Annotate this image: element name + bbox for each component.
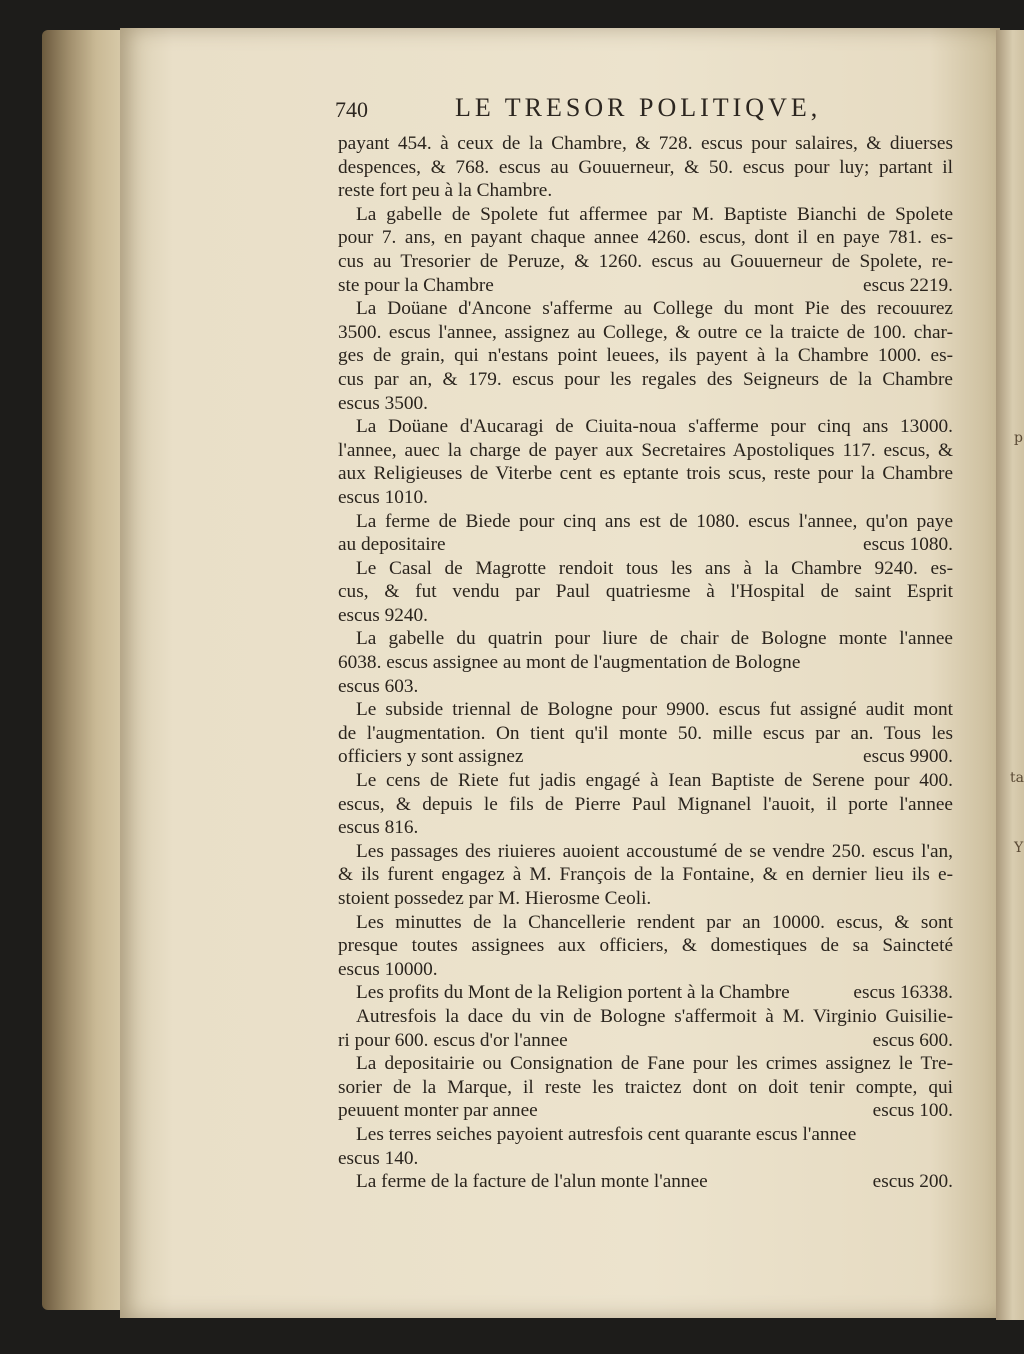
text-line [338,1099,953,1123]
line-text: escus 140. [338,1147,419,1169]
text-line [338,580,953,604]
text-line [338,415,953,439]
line-text: Autresfois la dace du vin de Bologne s'affermoit à M. Virginio Guisilie- [356,1005,953,1027]
text-line [338,698,953,722]
line-text: peuuent monter par annee [338,1100,538,1122]
text-line [338,604,953,628]
line-text: escus, & depuis le fils de Pierre Paul Mignanel l'auoit, il porte l'annee [338,793,953,815]
text-line [338,769,953,793]
line-text: La ferme de Biede pour cinq ans est de 1080. escus l'annee, qu'on paye [356,510,953,532]
text-line [338,887,953,911]
text-line [338,627,953,651]
line-text: de l'augmentation. On tient qu'il monte 50. mille escus par an. Tous les [338,722,953,744]
line-text: reste fort peu à la Chambre. [338,180,553,202]
text-line [338,510,953,534]
line-text: La ferme de la facture de l'alun monte l'annee [356,1171,708,1193]
facing-page-glyph: p [1014,430,1023,446]
line-text: l'annee, auec la charge de payer aux Secretaires Apostoliques 117. escus, & [338,439,953,461]
line-text: payant 454. à ceux de la Chambre, & 728. escus pour salaires, & diuerses [338,133,953,154]
line-text: sorier de la Marque, il reste les traictez dont on doit tenir compte, qui [338,1076,953,1098]
line-text: pour 7. ans, en payant chaque annee 4260. escus, dont il en paye 781. es- [338,227,953,249]
facing-page-edge [996,30,1024,1320]
line-text: au depositaire [338,534,446,556]
line-text: La depositairie ou Consignation de Fane pour les crimes assignez le Tre- [356,1053,953,1075]
book-fore-edge [42,30,132,1310]
line-text: aux Religieuses de Viterbe cent es eptante trois scus, reste pour la Chambre [338,463,953,485]
text-line [338,722,953,746]
line-text: & ils furent engagez à M. François de la Fontaine, & en dernier lieu ils e- [338,864,953,886]
text-line [338,958,953,982]
line-text: ri pour 600. escus d'or l'annee [338,1029,568,1051]
text-line [338,816,953,840]
line-text: La Doüane d'Aucaragi de Ciuita-noua s'afferme pour cinq ans 13000. [356,416,953,438]
text-line [338,179,953,203]
line-text: Les passages des riuieres auoient accoustumé de se vendre 250. escus l'an, [356,840,953,862]
line-text: cus, & fut vendu par Paul quatriesme à l'Hospital de saint Esprit [338,581,953,603]
line-amount: escus 600. [872,1029,953,1051]
line-amount: escus 200. [872,1171,953,1193]
text-line [338,203,953,227]
text-line [338,1170,953,1194]
line-text: escus 1010. [338,486,428,508]
facing-page-glyph: Y [1014,840,1024,856]
page-number: 740 [335,97,368,122]
line-text: La Doüane d'Ancone s'afferme au College du mont Pie des recouurez [356,298,953,320]
line-amount: escus 2219. [863,274,953,296]
line-amount: escus 9900. [863,746,953,768]
text-line [338,156,953,180]
line-text: 6038. escus assignee au mont de l'augmentation de Bologne [338,652,801,674]
text-line [338,793,953,817]
text-line [338,1076,953,1100]
text-line [338,1123,953,1147]
line-text: cus par an, & 179. escus pour les regales des Seigneurs de la Chambre [338,368,953,390]
text-line [338,1052,953,1076]
text-line [338,132,953,156]
text-line [338,462,953,486]
text-line [338,981,953,1005]
line-text: escus 9240. [338,604,428,626]
body-text [338,132,953,1194]
line-text: escus 603. [338,675,419,697]
text-line [338,344,953,368]
line-amount: escus 100. [872,1100,953,1122]
line-text: Le Casal de Magrotte rendoit tous les ans à la Chambre 9240. es- [356,557,953,579]
text-line [338,1029,953,1053]
text-line [338,557,953,581]
running-title: LE TRESOR POLITIQVE, [455,93,822,122]
line-amount: escus 1080. [863,534,953,556]
text-line [338,863,953,887]
text-line [338,368,953,392]
line-text: La gabelle du quatrin pour liure de chair de Bologne monte l'annee [356,628,953,650]
text-line [338,250,953,274]
text-line [338,745,953,769]
line-text: Le subside triennal de Bologne pour 9900. escus fut assigné audit mont [356,699,953,721]
line-text: escus 10000. [338,958,438,980]
text-line [338,439,953,463]
text-line [338,911,953,935]
facing-page-glyph: ta [1010,770,1024,786]
line-text: despences, & 768. escus au Gouuerneur, & 50. escus pour luy; partant il [338,156,953,178]
line-text: ste pour la Chambre [338,274,494,296]
text-line [338,533,953,557]
line-text: stoient possedez par M. Hierosme Ceoli. [338,888,652,909]
line-text: Les terres seiches payoient autresfois cent quarante escus l'annee [356,1123,857,1145]
text-line [338,1005,953,1029]
text-line [338,274,953,298]
line-text: 3500. escus l'annee, assignez au College, & outre ce la traicte de 100. char- [338,321,953,343]
line-text: Les profits du Mont de la Religion portent à la Chambre [356,982,790,1004]
text-line [338,486,953,510]
line-text: Le cens de Riete fut jadis engagé à Iean Baptiste de Serene pour 400. [356,770,953,792]
text-line [338,1147,953,1171]
text-line [338,840,953,864]
text-line [338,226,953,250]
line-text: ges de grain, qui n'estans point leuees, ils payent à la Chambre 1000. es- [338,345,953,367]
line-text: officiers y sont assignez [338,746,524,768]
line-text: escus 3500. [338,392,428,414]
text-line [338,675,953,699]
text-line [338,392,953,416]
text-line [338,321,953,345]
line-text: escus 816. [338,817,419,839]
text-line [338,297,953,321]
line-text: Les minuttes de la Chancellerie rendent par an 10000. escus, & sont [356,911,953,933]
text-line [338,651,953,675]
line-amount: escus 16338. [853,982,953,1004]
line-text: presque toutes assignees aux officiers, & domestiques de sa Saincteté [338,935,953,957]
text-line [338,934,953,958]
line-text: cus au Tresorier de Peruze, & 1260. escus au Gouuerneur de Spolete, re- [338,250,953,272]
line-text: La gabelle de Spolete fut affermee par M. Baptiste Bianchi de Spolete [356,203,953,225]
running-head [335,93,955,133]
